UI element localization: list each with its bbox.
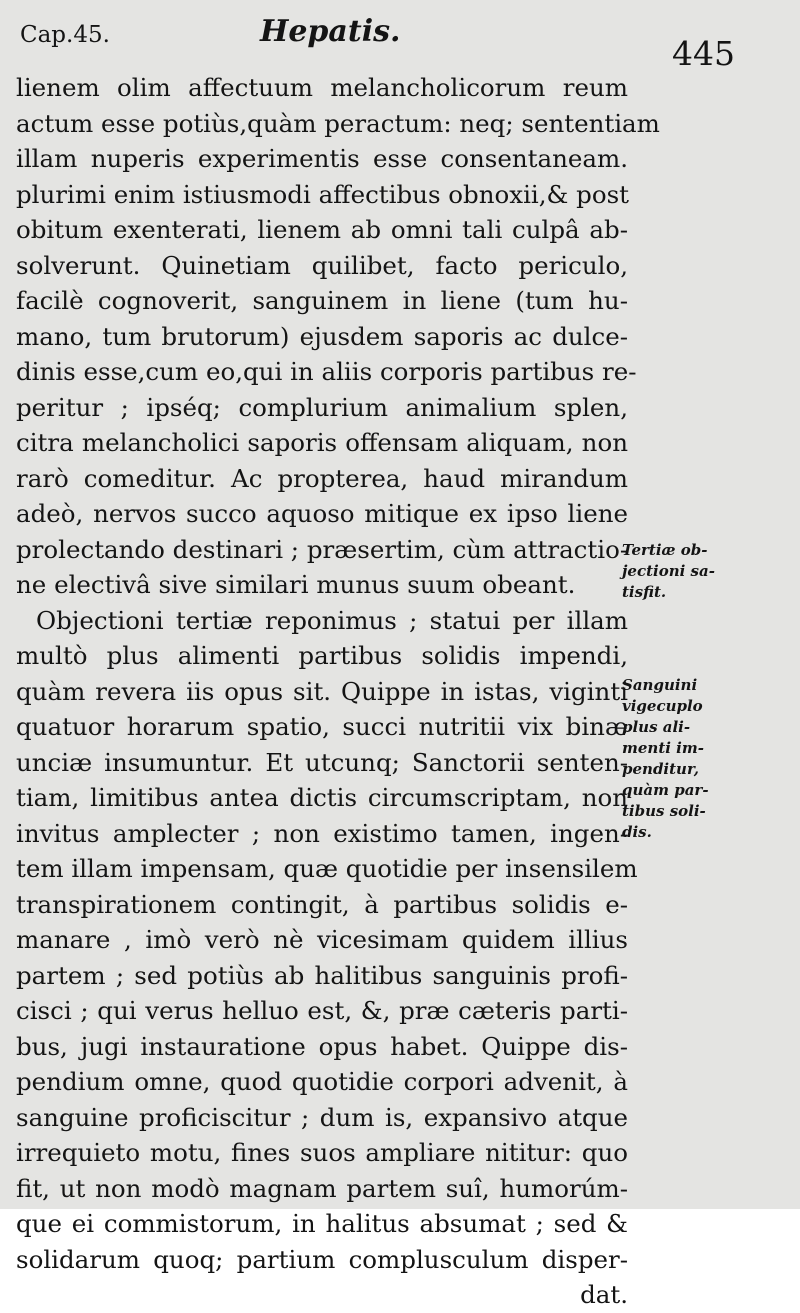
running-head [12,8,792,73]
running-title: Hepatis. [260,14,401,49]
text-line: tem illam impensam, quæ quotidie per insensilem [16,854,638,883]
marginal-line: penditur, [622,760,699,778]
text-line: facilè cognoverit, sanguinem in liene (tum hu- [16,286,628,315]
text-line: peritur ; ipséq; complurium animalium splen, [16,392,628,422]
text-line: lienem olim affectuum melancholicorum reum [16,73,628,102]
text-line: Objectioni tertiæ reponimus ; statui per illam [36,605,628,635]
text-line: transpirationem contingit, à partibus solidis e- [16,889,628,919]
text-line: rarò comeditur. Ac propterea, haud mirandum [16,463,628,493]
text-line: actum esse potiùs,quàm peractum: neq; sententiam [16,108,660,138]
text-line: multò plus alimenti partibus solidis impendi, [16,641,628,670]
marginal-line: vigecuplo [622,697,703,715]
text-line: illam nuperis experimentis esse consentaneam. [16,144,628,173]
text-line: fit, ut non modò magnam partem suî, humorúm- [16,1173,628,1203]
text-line: unciæ insumuntur. Et utcunq; Sanctorii senten- [16,747,628,777]
text-line: quàm revera iis opus sit. Quippe in istas, viginti [16,676,628,706]
text-line: manare , imò verò nè vicesimam quidem illius [16,925,628,954]
text-line: mano, tum brutorum) ejusdem saporis ac dulce- [16,321,628,351]
marginal-line: dis. [622,823,652,841]
text-line: partem ; sed potiùs ab halitibus sanguinis profi- [16,960,628,990]
text-line: plurimi enim istiusmodi affectibus obnoxii,& post [16,179,629,209]
text-line: obitum exenterati, lienem ab omni tali culpâ ab- [16,215,628,244]
marginal-note-objection [622,540,715,603]
text-line: solverunt. Quinetiam quilibet, facto periculo, [16,250,628,280]
marginal-line: menti im- [622,739,704,757]
text-line: dinis esse,cum eo,qui in aliis corporis partibus re- [16,357,637,386]
text-line: ne electivâ sive similari munus suum obeant. [16,570,576,599]
marginal-line: Tertiæ ob- [622,541,708,559]
text-line: solidarum quoq; partium complusculum disper- [16,1244,628,1274]
text-line: cisci ; qui verus helluo est, &, præ cæteris parti- [16,996,628,1025]
text-line: pendium omne, quod quotidie corpori advenit, à [16,1067,628,1096]
text-line: prolectando destinari ; præsertim, cùm attractio- [16,534,629,564]
text-line: citra melancholici saporis offensam aliquam, non [16,428,628,457]
marginal-line: tisfit. [622,583,667,601]
text-line: bus, jugi instauratione opus habet. Quippe dis- [16,1031,628,1061]
text-line: dat. [580,1280,628,1309]
marginal-note-blood [622,675,709,843]
text-line: irrequieto motu, fines suos ampliare nititur: quo [16,1138,628,1167]
text-line: sanguine proficiscitur ; dum is, expansivo atque [16,1102,628,1132]
text-line: invitus amplecter ; non existimo tamen, ingen- [16,818,628,848]
text-line: adeò, nervos succo aquoso mitique ex ipso liene [16,499,628,528]
marginal-line: quàm par- [622,781,709,799]
text-line: tiam, limitibus antea dictis circumscriptam, non [16,783,628,812]
text-line: que ei commistorum, in halitus absumat ; sed & [16,1209,628,1238]
chapter-label: Cap.45. [20,22,110,48]
marginal-line: plus ali- [622,718,691,736]
page-number: 445 [672,34,735,73]
text-line: quatuor horarum spatio, succi nutritii vix binæ [16,712,628,741]
marginal-line: jectioni sa- [622,562,715,580]
marginal-line: tibus soli- [622,802,706,820]
marginal-line: Sanguini [622,676,698,694]
